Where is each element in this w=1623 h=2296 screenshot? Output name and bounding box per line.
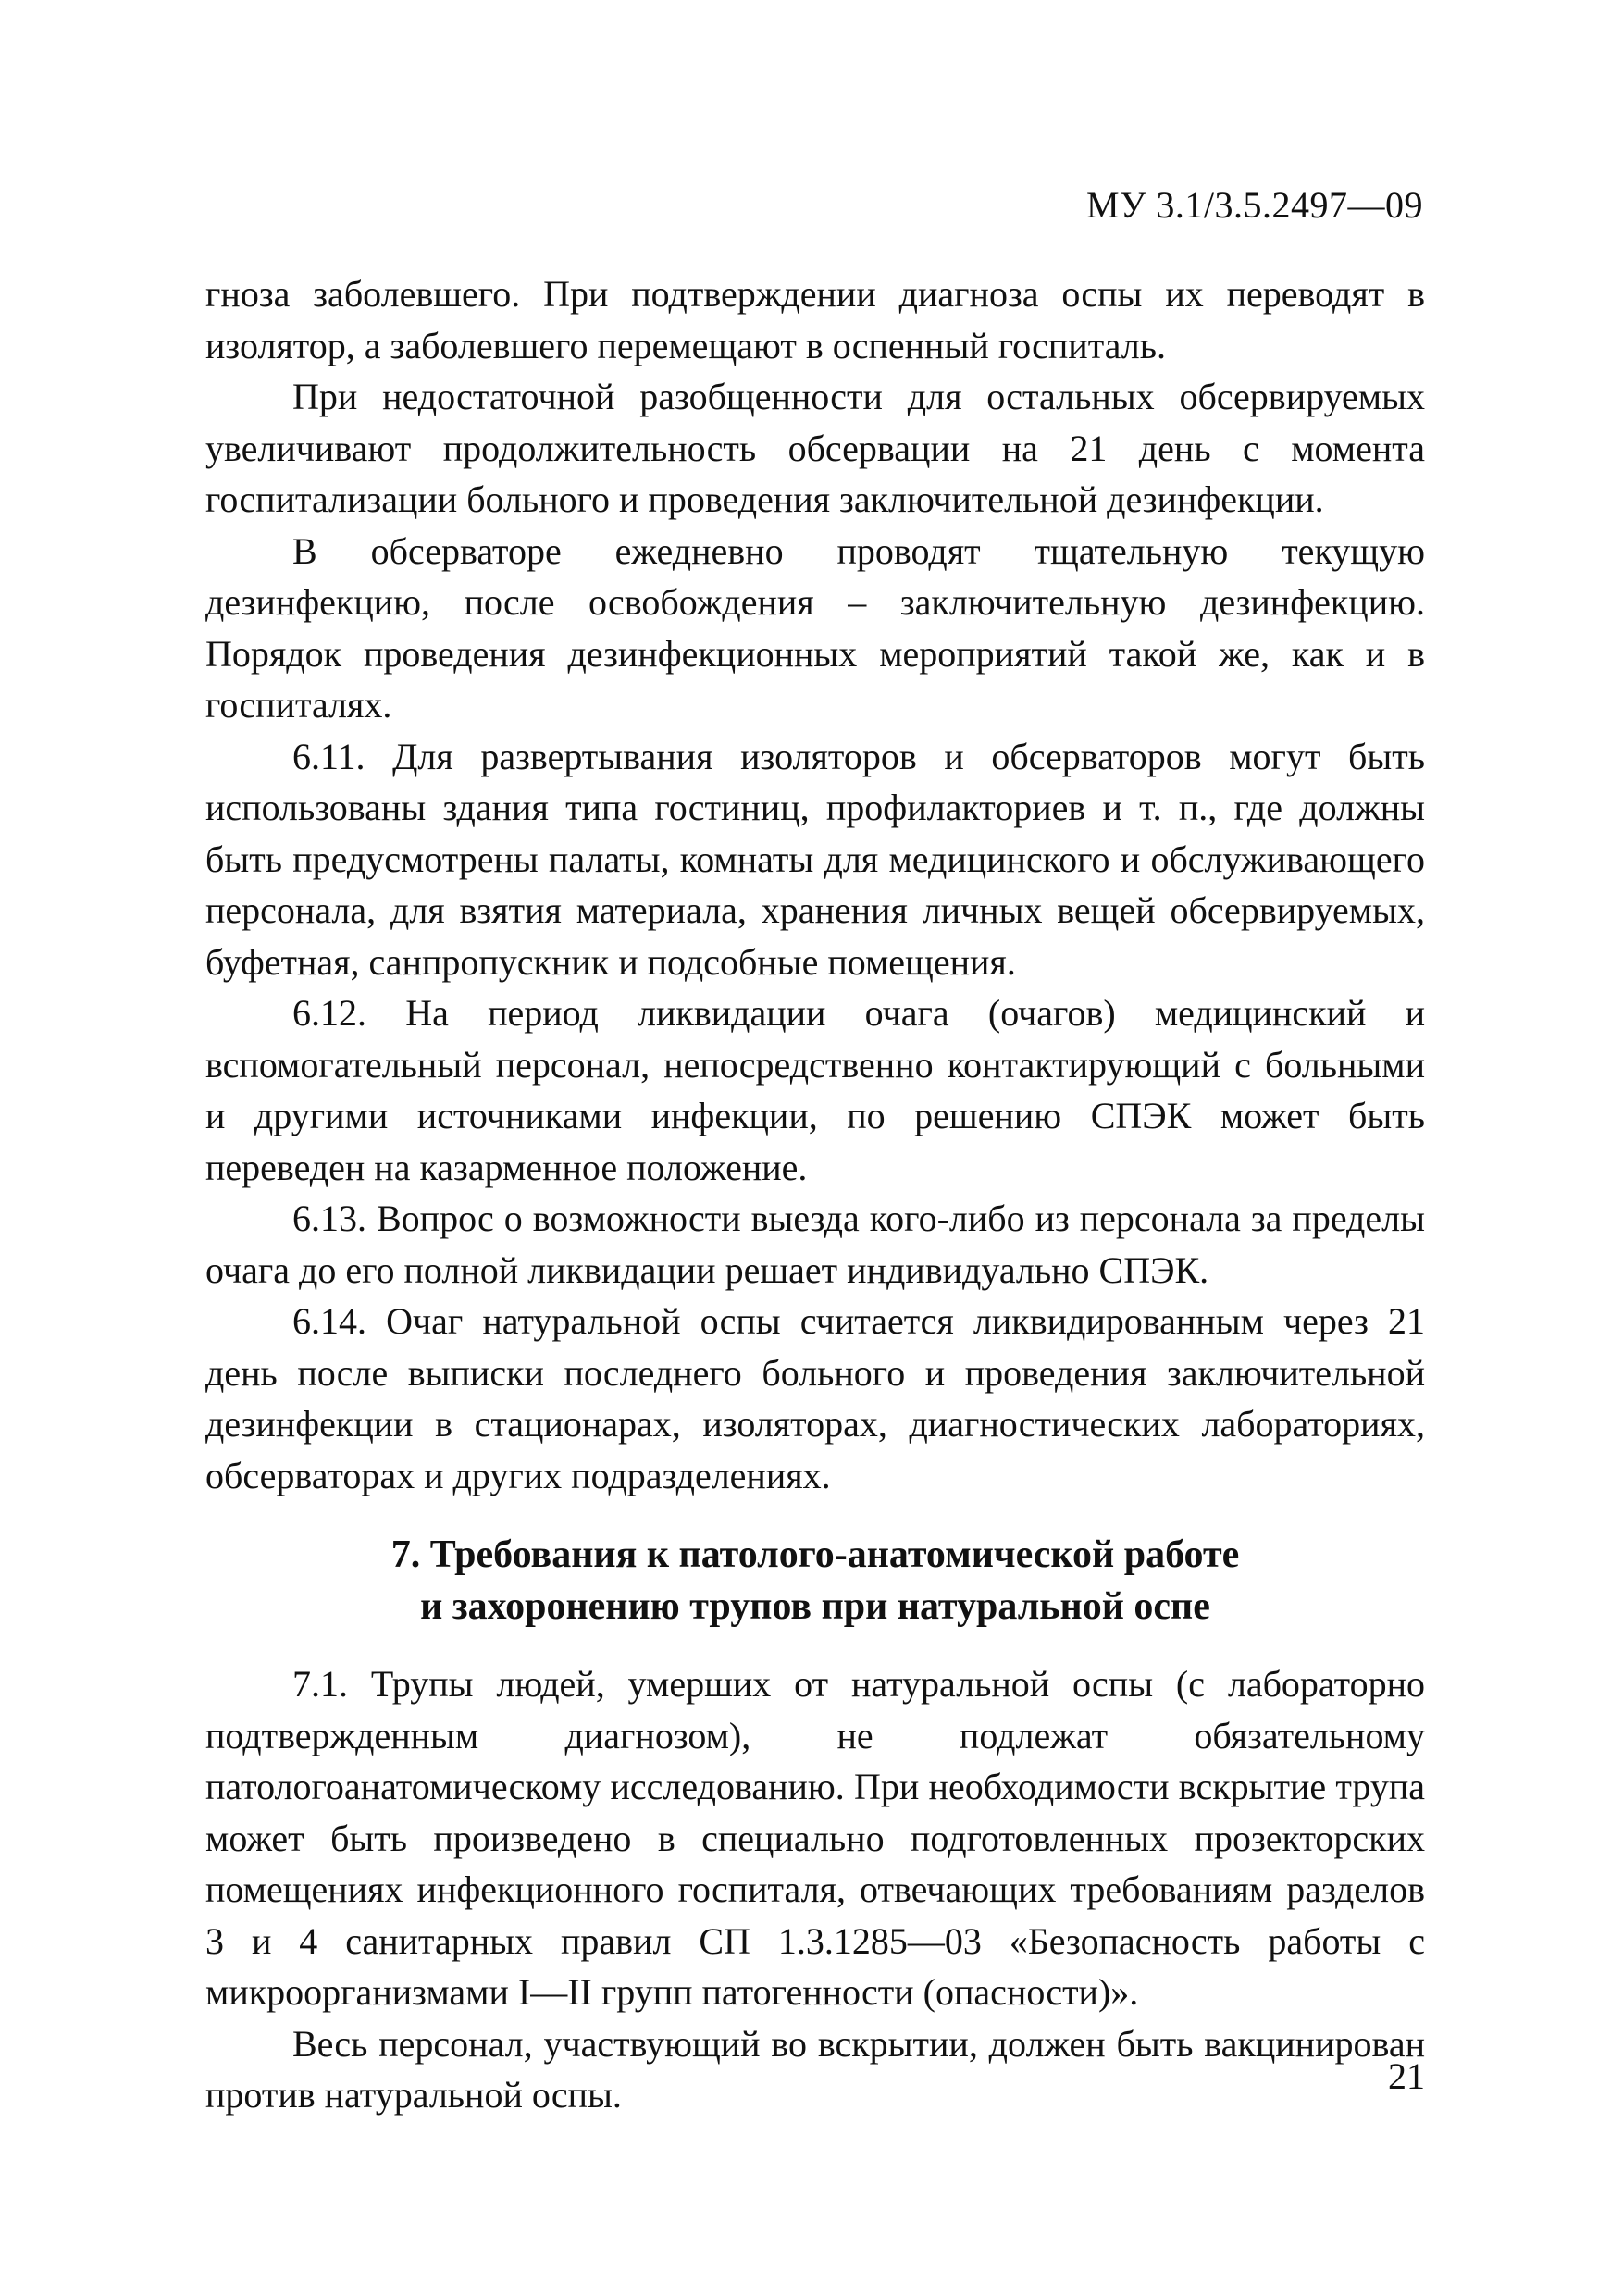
paragraph-6-13: 6.13. Вопрос о возможности выезда кого-либо из персонала за пределы очага до его полной ликвидации решает индивидуально СПЭК. <box>205 1198 1425 1291</box>
section-7-heading-line-1: 7. Требования к патолого-анатомической работе <box>390 1533 1240 1576</box>
running-header-document-code: МУ 3.1/3.5.2497—09 <box>1086 184 1423 226</box>
paragraph-6-14: 6.14. Очаг натуральной оспы считается ликвидированным через 21 день после выписки последнего больного и проведения заключительной дезинфекции в стационарах, изоляторах, диагностических лабораториях, обсерваторах и других подразделениях. <box>205 1300 1425 1496</box>
paragraph-staff-vaccination: Весь персонал, участвующий во вскрытии, должен быть вакцинирован против натуральной оспы. <box>205 2022 1425 2116</box>
paragraph-observation-extension: При недостаточной разобщенности для остальных обсервируемых увеличивают продолжительность обсервации на 21 день с момента госпитализации больного и проведения заключительной дезинфекции. <box>205 376 1425 520</box>
section-7-heading-line-2: и захоронению трупов при натуральной оспе <box>420 1585 1210 1628</box>
paragraph-observator-disinfection: В обсерваторе ежедневно проводят тщательную текущую дезинфекцию, после освобождения – заключительную дезинфекцию. Порядок проведения дезинфекционных мероприятий такой же, как и в госпиталях. <box>205 529 1425 726</box>
paragraph-continuation: гноза заболевшего. При подтверждении диагноза оспы их переводят в изолятор, а заболевшего перемещают в оспенный госпиталь. <box>205 273 1425 366</box>
page-number: 21 <box>1388 2055 1425 2097</box>
paragraph-6-11: 6.11. Для развертывания изоляторов и обсерваторов могут быть использованы здания типа гостиниц, профилакториев и т. п., где должны быть предусмотрены палаты, комнаты для медицинского и обслуживающего персонала, для взятия материала, хранения личных вещей обсервируемых, буфетная, санпропускник и подсобные помещения. <box>205 735 1425 983</box>
paragraph-7-1: 7.1. Трупы людей, умерших от натуральной оспы (с лабораторно подтвержденным диагнозом), не подлежат обязательному патологоанатомическому исследованию. При необходимости вскрытие трупа может быть произведено в специально подготовленных прозекторских помещениях инфекционного госпиталя, отвечающих требованиям разделов 3 и 4 санитарных правил СП 1.3.1285—03 «Безопасность работы с микроорганизмами I—II групп патогенности (опасности)». <box>205 1663 1425 2013</box>
paragraph-6-12: 6.12. На период ликвидации очага (очагов) медицинский и вспомогательный персонал, непосредственно контактирующий с больными и другими источниками инфекции, по решению СПЭК может быть переведен на казарменное положение. <box>205 992 1425 1188</box>
section-7-heading <box>205 1529 1425 1632</box>
page-body <box>205 268 1425 2121</box>
